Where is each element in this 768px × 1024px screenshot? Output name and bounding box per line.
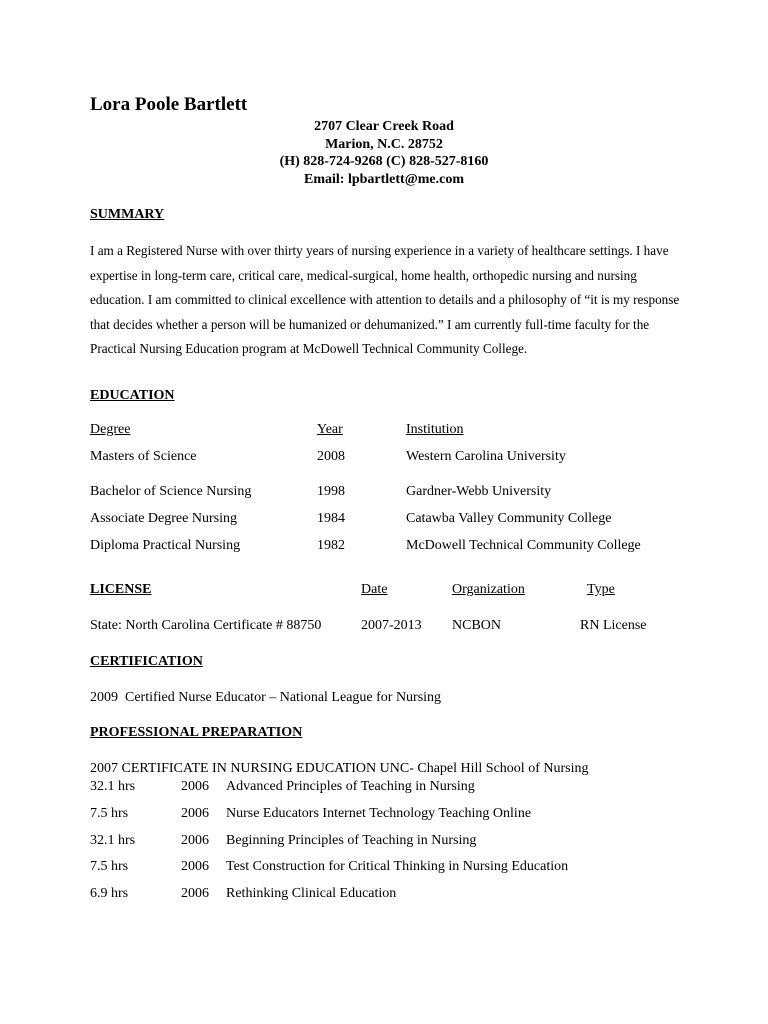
education-year: 1984 [317,511,345,526]
preparation-heading: PROFESSIONAL PREPARATION [90,725,303,740]
certification-heading: CERTIFICATION [90,654,203,669]
education-col-year: Year [317,422,343,437]
education-degree: Diploma Practical Nursing [90,538,241,553]
certification-item: 2009 Certified Nurse Educator – National League for Nursing [90,690,442,705]
preparation-year: 2006 [181,833,209,848]
education-institution: Gardner-Webb University [406,484,552,499]
address-line-2: Marion, N.C. 28752 [325,137,443,152]
preparation-course: Rethinking Clinical Education [226,886,397,901]
license-type: RN License [580,618,647,633]
preparation-year: 2006 [181,779,209,794]
preparation-hours: 6.9 hrs [90,886,129,901]
license-state: State: North Carolina Certificate # 88750 [90,618,322,633]
address-line-1: 2707 Clear Creek Road [314,119,454,134]
preparation-hours: 32.1 hrs [90,833,136,848]
education-year: 1998 [317,484,345,499]
summary-text: I am a Registered Nurse with over thirty years of nursing experience in a variety of healthcare settings. I have expertise in long-term care, critical care, medical-surgical, home health, orthopedic nursing and nursing education. I am committed to clinical excellence with attention to details and a philosophy of “it is my response that decides whether a person will be humanized or dehumanized.” I am currently full-time faculty for the Practical Nursing Education program at McDowell Technical Community College. [90,243,680,357]
preparation-hours: 7.5 hrs [90,806,129,821]
preparation-hours: 32.1 hrs [90,779,136,794]
license-organization: NCBON [452,618,502,633]
education-degree: Masters of Science [90,449,197,464]
education-year: 2008 [317,449,345,464]
preparation-course: Test Construction for Critical Thinking in Nursing Education [226,859,569,874]
email-line: Email: lpbartlett@me.com [304,172,464,187]
education-degree: Associate Degree Nursing [90,511,237,526]
resume-name: Lora Poole Bartlett [90,94,248,115]
preparation-course: Advanced Principles of Teaching in Nursing [226,779,475,794]
education-institution: McDowell Technical Community College [406,538,641,553]
preparation-certificate: 2007 CERTIFICATE IN NURSING EDUCATION UNC- Chapel Hill School of Nursing [90,761,589,776]
education-year: 1982 [317,538,345,553]
preparation-course: Beginning Principles of Teaching in Nursing [226,833,477,848]
preparation-year: 2006 [181,886,209,901]
education-institution: Catawba Valley Community College [406,511,612,526]
summary-heading: SUMMARY [90,207,165,222]
education-col-degree: Degree [90,422,131,437]
education-institution: Western Carolina University [406,449,566,464]
phone-numbers: (H) 828-724-9268 (C) 828-527-8160 [279,154,489,169]
preparation-year: 2006 [181,806,209,821]
preparation-hours: 7.5 hrs [90,859,129,874]
preparation-course: Nurse Educators Internet Technology Teaching Online [226,806,532,821]
license-col-date: Date [361,582,388,597]
education-degree: Bachelor of Science Nursing [90,484,252,499]
license-heading: LICENSE [90,582,152,597]
license-date: 2007-2013 [361,618,422,633]
preparation-year: 2006 [181,859,209,874]
education-col-institution: Institution [406,422,464,437]
education-heading: EDUCATION [90,388,175,403]
license-col-organization: Organization [452,582,525,597]
license-col-type: Type [587,582,615,597]
